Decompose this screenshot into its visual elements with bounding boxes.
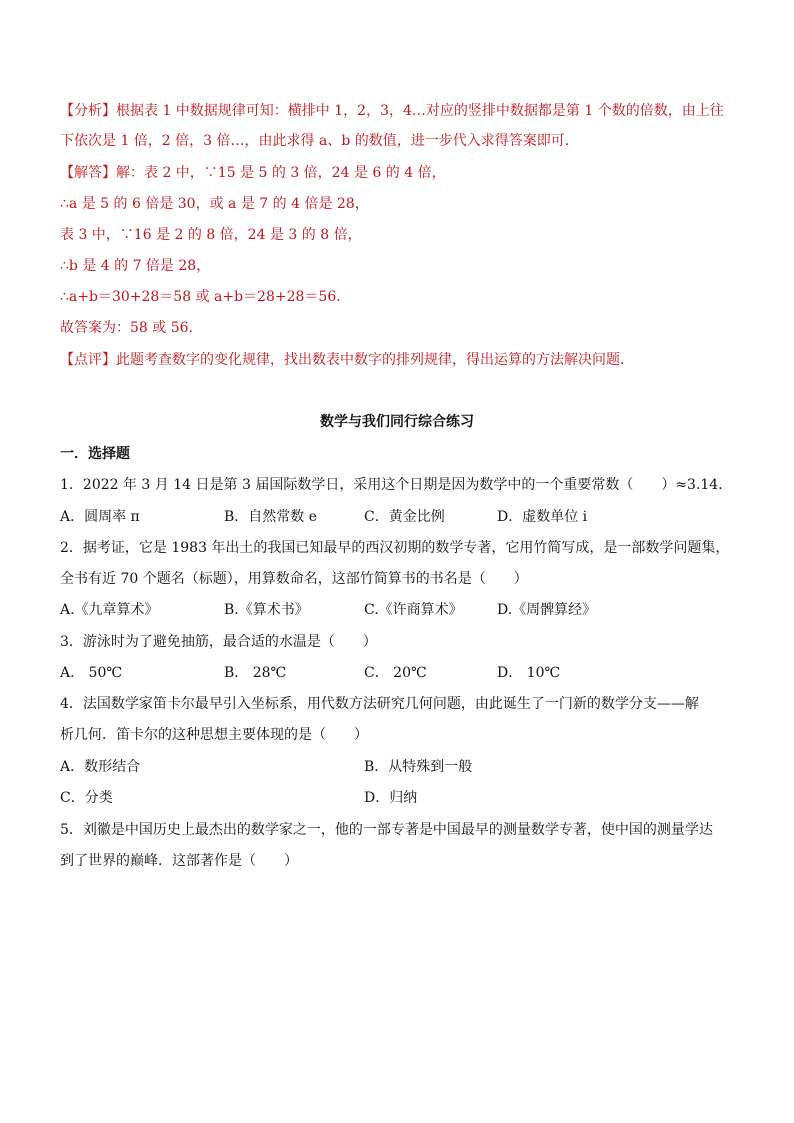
q3-option-d: D． 10℃ [497, 665, 561, 681]
answer-line-5: ∴a+b＝30+28＝58 或 a+b＝28+28＝56． [60, 289, 351, 305]
answer-text-1: 解：表 2 中，∵15 是 5 的 3 倍，24 是 6 的 4 倍， [116, 165, 446, 181]
q2-option-a: A.《九章算术》 [60, 602, 159, 618]
question-4-line-2: 析几何．笛卡尔的这种思想主要体现的是（ ） [60, 727, 368, 743]
q3-option-b: B． 28℃ [224, 665, 287, 681]
analysis-tag: 【分析】 [60, 103, 116, 119]
comment-line [60, 350, 740, 370]
answer-line-6: 故答案为：58 或 56． [60, 320, 203, 336]
question-5-line-2: 到了世界的巅峰．这部著作是（ ） [60, 853, 298, 869]
question-4-line-1: 4．法国数学家笛卡尔最早引入坐标系，用代数方法研究几何问题，由此诞生了一门新的数学分支——解 [60, 696, 699, 712]
question-2-line-2: 全书有近 70 个题名（标题），用算数命名，这部竹简算书的书名是（ ） [60, 571, 528, 587]
q4-option-b: B．从特殊到一般 [364, 759, 473, 775]
question-5-line-1: 5．刘徽是中国历史上最杰出的数学家之一，他的一部专著是中国最早的测量数学专著，使中国的测量学达 [60, 822, 713, 838]
question-1-line-1: 1．2022 年 3 月 14 日是第 3 届国际数学日，采用这个日期是因为数学中的一个重要常数（ ）≈3.14． [60, 477, 733, 493]
q1-option-b: B．自然常数 e [224, 509, 318, 525]
q1-option-d: D．虚数单位 i [497, 509, 588, 525]
exercise-title: 数学与我们同行综合练习 [320, 414, 474, 430]
q3-option-c: C． 20℃ [364, 665, 427, 681]
comment-text: 此题考查数字的变化规律，找出数表中数字的排列规律，得出运算的方法解决问题． [116, 352, 634, 368]
q4-option-a: A．数形结合 [60, 759, 141, 775]
comment-tag: 【点评】 [60, 352, 116, 368]
answer-line-4: ∴b 是 4 的 7 倍是 28， [60, 258, 211, 274]
q4-option-c: C．分类 [60, 790, 113, 806]
q2-option-d: D.《周髀算经》 [497, 602, 597, 618]
analysis-line-2: 下依次是 1 倍，2 倍，3 倍…，由此求得 a、b 的数值，进一步代入求得答案即可． [60, 133, 579, 149]
q4-option-d: D．归纳 [364, 790, 418, 806]
q1-option-a: A．圆周率 π [60, 509, 140, 525]
section-heading: 一．选择题 [60, 446, 130, 462]
answer-line-2: ∴a 是 5 的 6 倍是 30，或 a 是 7 的 4 倍是 28， [60, 196, 369, 212]
analysis-text-1: 根据表 1 中数据规律可知：横排中 1，2，3，4…对应的竖排中数据都是第 1 个数的倍数，由上往 [116, 103, 724, 119]
q3-option-a: A． 50℃ [60, 665, 123, 681]
answer-tag: 【解答】 [60, 165, 116, 181]
answer-line-3: 表 3 中，∵16 是 2 的 8 倍，24 是 3 的 8 倍， [60, 227, 362, 243]
analysis-line-1 [60, 101, 740, 121]
question-2-line-1: 2．据考证，它是 1983 年出土的我国已知最早的西汉初期的数学专著，它用竹简写成，是一部数学问题集， [60, 540, 730, 556]
answer-line-1 [60, 163, 740, 183]
question-3-line-1: 3．游泳时为了避免抽筋，最合适的水温是（ ） [60, 634, 377, 650]
q2-option-b: B.《算术书》 [224, 602, 309, 618]
q2-option-c: C.《许商算术》 [364, 602, 463, 618]
q1-option-c: C．黄金比例 [364, 509, 445, 525]
